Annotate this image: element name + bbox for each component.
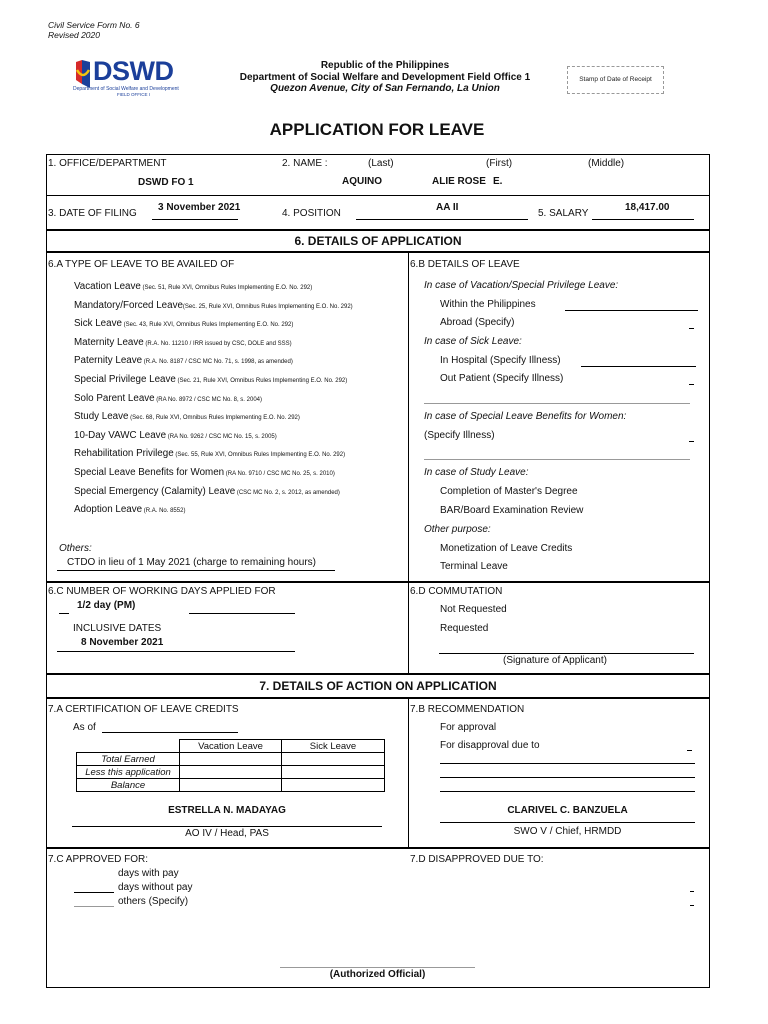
total-earned-sick[interactable] — [282, 753, 385, 766]
total-earned-vacation[interactable] — [180, 753, 282, 766]
days-without-pay-line — [74, 892, 114, 893]
header-address: Quezon Avenue, City of San Fernando, La Union — [270, 83, 500, 94]
section-6-lower-divider — [408, 582, 409, 674]
section-6-divider — [408, 252, 409, 582]
bar-review-option[interactable]: BAR/Board Examination Review — [440, 505, 584, 516]
table-row — [77, 766, 385, 779]
leave-type-option[interactable] — [74, 374, 347, 385]
others-label: Others: — [59, 543, 92, 554]
study-heading: In case of Study Leave: — [424, 467, 529, 478]
header-republic: Republic of the Philippines — [320, 60, 450, 71]
dswd-logo — [73, 58, 203, 98]
header-department: Department of Social Welfare and Development Field Office 1 — [239, 72, 531, 83]
position-line — [356, 219, 528, 220]
logo-field-office: FIELD OFFICE I — [117, 92, 151, 97]
abroad-line — [689, 328, 694, 329]
disapproved-due-title: 7.D DISAPPROVED DUE TO: — [410, 854, 544, 865]
section-6-title: 6. DETAILS OF APPLICATION — [294, 234, 462, 248]
table-cell-blank — [77, 740, 180, 753]
balance-sick[interactable] — [282, 779, 385, 792]
middle-name-label: (Middle) — [588, 158, 625, 169]
leave-type-reference: (Sec. 51, Rule XVI, Omnibus Rules Implementing E.O. No. 292) — [140, 285, 313, 291]
leave-type-reference: (Sec. 55, Rule XVI, Omnibus Rules Implementing E.O. No. 292) — [173, 452, 346, 459]
disapproval-dash — [687, 750, 692, 751]
as-of-line — [102, 732, 238, 733]
monetization-option[interactable]: Monetization of Leave Credits — [440, 543, 573, 554]
within-philippines-option[interactable]: Within the Philippines — [440, 299, 536, 310]
abroad-option[interactable]: Abroad (Specify) — [440, 317, 515, 328]
leave-type-option[interactable] — [74, 411, 300, 422]
leave-type-name: Special Emergency (Calamity) Leave — [74, 485, 236, 497]
position-label: 4. POSITION — [282, 208, 341, 219]
for-disapproval-option[interactable]: For disapproval due to — [440, 740, 540, 751]
inclusive-dates-line — [57, 651, 295, 652]
days-without-pay-label: days without pay — [118, 882, 193, 893]
leave-type-name: Vacation Leave — [74, 281, 141, 292]
last-name-value[interactable]: AQUINO — [342, 176, 382, 187]
sick-heading: In case of Sick Leave: — [424, 336, 522, 347]
leave-type-name: 10-Day VAWC Leave — [74, 429, 167, 441]
section-7-title: 7. DETAILS OF ACTION ON APPLICATION — [259, 679, 497, 693]
first-name-value[interactable]: ALIE ROSE — [432, 176, 486, 187]
women-extra-line — [424, 459, 690, 460]
position-value[interactable]: AA II — [436, 202, 459, 213]
leave-type-name: Special Privilege Leave — [74, 374, 176, 385]
working-days-line — [189, 613, 295, 614]
days-with-pay-label: days with pay — [118, 868, 179, 879]
col-sick-header: Sick Leave — [282, 740, 385, 753]
masters-option[interactable]: Completion of Master's Degree — [440, 486, 578, 497]
leave-type-option[interactable] — [74, 281, 312, 292]
disapproval-line-2 — [440, 777, 695, 778]
logo-subtitle: Department of Social Welfare and Development — [73, 86, 179, 92]
leave-type-name: Mandatory/Forced Leave — [74, 299, 183, 311]
form-number — [48, 20, 140, 40]
leave-type-reference: (R.A. No. 11210 / IRR issued by CSC, DOLE and SSS) — [143, 340, 292, 347]
leave-type-option[interactable] — [74, 337, 292, 348]
leave-type-reference: (R.A. No. 8552) — [142, 508, 186, 515]
middle-name-value[interactable]: E. — [493, 176, 503, 187]
logo-text: DSWD — [93, 56, 174, 86]
leave-type-name: Study Leave — [74, 411, 129, 423]
leave-type-name: Adoption Leave — [74, 504, 143, 516]
others-value[interactable]: CTDO in lieu of 1 May 2021 (charge to remaining hours) — [67, 557, 317, 568]
leave-type-option[interactable] — [74, 504, 185, 515]
section-7-divider — [408, 698, 409, 848]
certifying-officer-title: AO IV / Head, PAS — [185, 828, 269, 839]
working-days-value[interactable]: 1/2 day (PM) — [77, 600, 136, 611]
leave-type-name: Rehabilitation Privilege — [74, 448, 174, 460]
working-days-dash — [59, 613, 69, 614]
for-approval-option[interactable]: For approval — [440, 722, 497, 733]
leave-type-option[interactable] — [74, 486, 340, 497]
not-requested-option[interactable]: Not Requested — [440, 604, 507, 615]
date-of-filing-value[interactable]: 3 November 2021 — [158, 202, 241, 213]
receipt-stamp-box: Stamp of Date of Receipt — [567, 66, 664, 94]
others-specify-line — [74, 906, 114, 907]
leave-type-reference: (CSC MC No. 2, s. 2012, as amended) — [235, 489, 340, 496]
disapproved-dash-2 — [690, 905, 694, 906]
others-line — [57, 570, 335, 571]
within-philippines-line — [565, 310, 698, 311]
leave-type-option[interactable] — [74, 300, 353, 311]
out-patient-line — [689, 384, 694, 385]
approved-for-title: 7.C APPROVED FOR: — [48, 854, 149, 865]
specify-illness-line — [689, 441, 694, 442]
leave-credits-table — [76, 739, 385, 792]
recommending-officer-title: SWO V / Chief, HRMDD — [513, 826, 622, 837]
working-days-title: 6.C NUMBER OF WORKING DAYS APPLIED FOR — [48, 586, 276, 597]
disapproval-line-3 — [440, 791, 695, 792]
women-heading: In case of Special Leave Benefits for Women: — [424, 411, 627, 422]
page-title: APPLICATION FOR LEAVE — [269, 120, 485, 139]
table-row — [77, 753, 385, 766]
leave-type-name: Sick Leave — [74, 318, 122, 330]
salary-value[interactable]: 18,417.00 — [625, 202, 670, 213]
date-of-filing-line — [152, 219, 238, 220]
certification-title: 7.A CERTIFICATION OF LEAVE CREDITS — [48, 704, 239, 715]
leave-type-reference: (RA No. 8972 / CSC MC No. 8, s. 2004) — [154, 396, 262, 403]
specify-illness-option[interactable]: (Specify Illness) — [424, 430, 495, 441]
in-hospital-line — [581, 366, 696, 367]
row-less-application: Less this application — [77, 766, 180, 779]
salary-line — [592, 219, 694, 220]
first-name-label: (First) — [486, 158, 513, 169]
recommending-officer-line — [440, 822, 695, 823]
certifying-officer-line — [72, 826, 382, 827]
leave-type-name: Special Leave Benefits for Women — [74, 467, 225, 478]
out-patient-option[interactable]: Out Patient (Specify Illness) — [440, 373, 564, 384]
table-row — [77, 779, 385, 792]
requested-option[interactable]: Requested — [440, 623, 489, 634]
leave-details-title: 6.B DETAILS OF LEAVE — [410, 259, 520, 270]
leave-type-reference: (Sec. 25, Rule XVI, Omnibus Rules Implementing E.O. No. 292) — [182, 303, 353, 310]
leave-type-reference: (Sec. 21, Rule XVI, Omnibus Rules Implementing E.O. No. 292) — [175, 378, 348, 384]
inclusive-dates-value[interactable]: 8 November 2021 — [81, 637, 164, 648]
vacation-heading: In case of Vacation/Special Privilege Leave: — [424, 280, 619, 291]
form-number-line1: Civil Service Form No. 6 — [48, 20, 140, 30]
inclusive-dates-label: INCLUSIVE DATES — [73, 623, 162, 634]
authorized-official-label: (Authorized Official) — [329, 969, 426, 980]
in-hospital-option[interactable]: In Hospital (Specify Illness) — [440, 355, 561, 366]
leave-type-option[interactable] — [74, 318, 293, 329]
applicant-signature-line — [439, 653, 694, 654]
info-row-divider — [46, 195, 710, 196]
leave-type-option[interactable] — [74, 430, 277, 441]
as-of-label: As of — [73, 722, 96, 733]
others-specify-label: others (Specify) — [118, 896, 189, 907]
sick-extra-line — [424, 403, 690, 404]
recommending-officer-name: CLARIVEL C. BANZUELA — [507, 805, 628, 816]
less-application-sick[interactable] — [282, 766, 385, 779]
leave-type-option[interactable] — [74, 448, 345, 459]
terminal-leave-option[interactable]: Terminal Leave — [440, 561, 508, 572]
last-name-label: (Last) — [368, 158, 394, 169]
disapproved-dash-1 — [690, 891, 694, 892]
leave-type-reference: (Sec. 43, Rule XVI, Omnibus Rules Implementing E.O. No. 292) — [121, 322, 294, 329]
salary-label: 5. SALARY — [538, 208, 589, 219]
table-row — [77, 740, 385, 753]
date-of-filing-label: 3. DATE OF FILING — [48, 208, 137, 219]
name-label: 2. NAME : — [282, 158, 328, 169]
leave-type-reference: (RA No. 9710 / CSC MC No. 25, s. 2010) — [224, 471, 335, 477]
leave-type-name: Maternity Leave — [74, 336, 144, 348]
less-application-vacation[interactable] — [180, 766, 282, 779]
leave-type-name: Solo Parent Leave — [74, 392, 155, 404]
recommendation-title: 7.B RECOMMENDATION — [410, 704, 525, 715]
leave-type-reference: (R.A. No. 8187 / CSC MC No. 71, s. 1998, as amended) — [142, 359, 293, 366]
leave-type-reference: (Sec. 68, Rule XVI, Omnibus Rules Implementing E.O. No. 292) — [128, 415, 300, 422]
office-value[interactable]: DSWD FO 1 — [138, 177, 194, 188]
authorized-official-line — [280, 967, 475, 968]
leave-type-option[interactable] — [74, 355, 293, 366]
balance-vacation[interactable] — [180, 779, 282, 792]
leave-type-name: Paternity Leave — [74, 355, 143, 367]
disapproval-line-1 — [440, 763, 695, 764]
certifying-officer-name: ESTRELLA N. MADAYAG — [168, 805, 286, 816]
applicant-signature-label: (Signature of Applicant) — [503, 655, 607, 666]
office-label: 1. OFFICE/DEPARTMENT — [48, 158, 167, 169]
row-total-earned: Total Earned — [77, 753, 180, 766]
form-number-line2: Revised 2020 — [48, 30, 100, 40]
col-vacation-header: Vacation Leave — [180, 740, 282, 753]
leave-type-title: 6.A TYPE OF LEAVE TO BE AVAILED OF — [48, 259, 235, 270]
leave-type-option[interactable] — [74, 467, 335, 478]
leave-type-reference: (RA No. 9262 / CSC MC No. 15, s. 2005) — [166, 433, 277, 440]
leave-type-option[interactable] — [74, 393, 262, 404]
commutation-title: 6.D COMMUTATION — [410, 586, 503, 597]
row-balance: Balance — [77, 779, 180, 792]
other-purpose-heading: Other purpose: — [424, 524, 491, 535]
